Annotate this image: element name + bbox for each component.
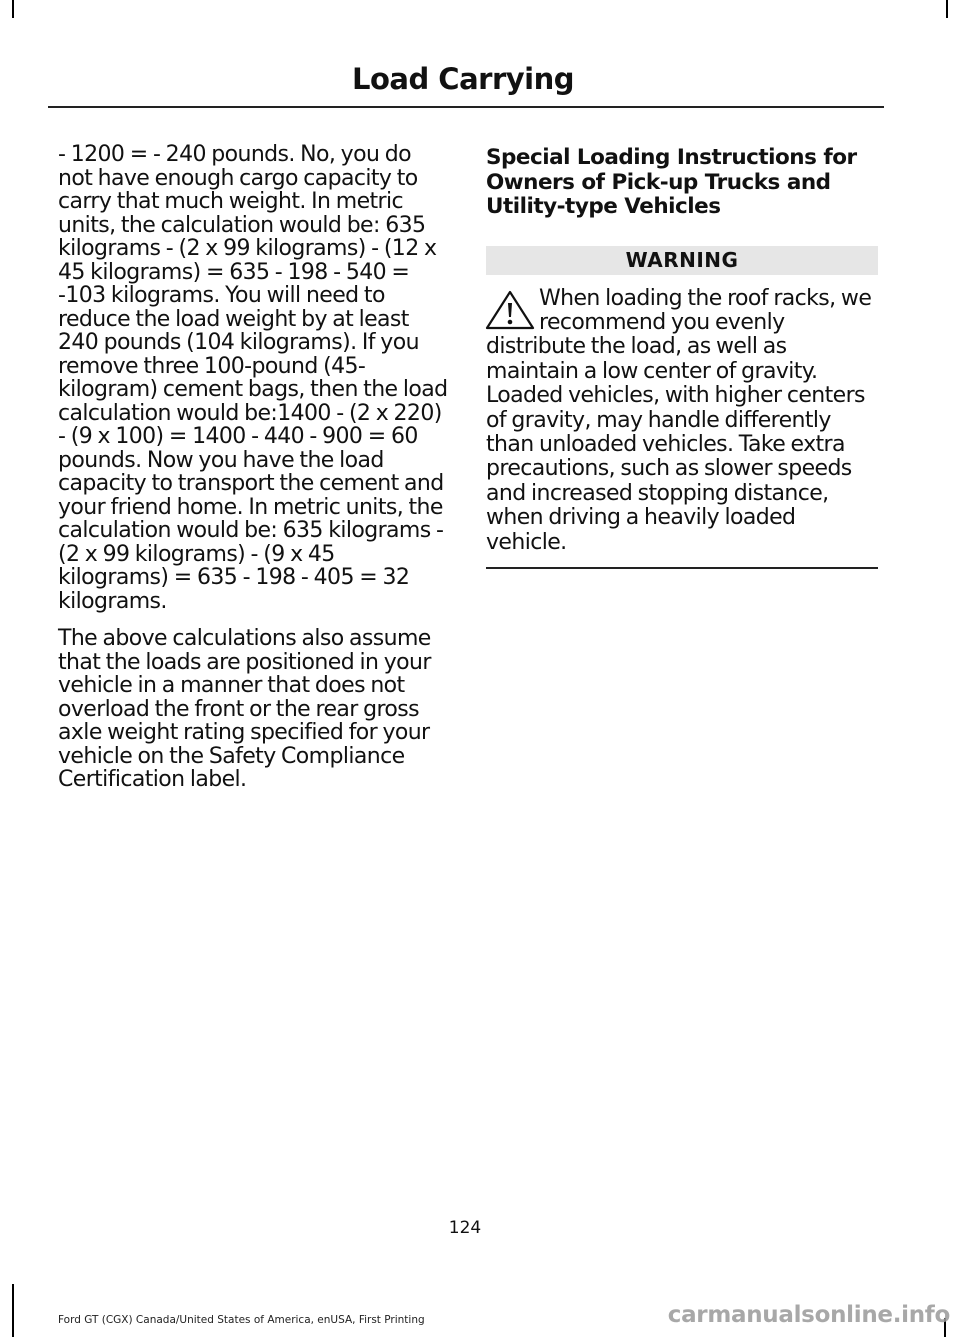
warning-triangle-icon [484, 289, 536, 331]
warning-box [486, 287, 878, 555]
warning-label: WARNING [486, 246, 878, 275]
crop-mark-top-right-vertical [946, 0, 948, 18]
left-column [58, 143, 450, 806]
header-divider [48, 106, 884, 108]
page-number: 124 [448, 1218, 482, 1238]
watermark: carmanualsonline.info [667, 1302, 950, 1328]
section-heading: Special Loading Instructions for Owners of Pick-up Trucks and Utility-type Vehicles [486, 145, 857, 219]
crop-mark-bottom-left-vertical [12, 1284, 14, 1337]
warning-divider [486, 567, 878, 569]
page-title: Load Carrying [351, 62, 574, 96]
warning-text: When loading the roof racks, we recommend you evenly distribute the load, as well as maintain a low center of gravity. Loaded vehicles, with higher centers of gravity, may handle differently than unloaded vehicles. Take extra precautions, such as slower speeds and increased stopping distance, when driving a heavily loaded vehicle. [486, 285, 872, 555]
crop-mark-top-left-vertical [12, 0, 14, 18]
edition-footer: Ford GT (CGX) Canada/United States of America, enUSA, First Printing [58, 1314, 425, 1326]
right-column [486, 146, 878, 569]
body-paragraph-calculation: - 1200 = - 240 pounds. No, you do not have enough cargo capacity to carry that much weight. In metric units, the calculation would be: 635 kilograms - (2 x 99 kilograms) - (12 x 45 kilograms) = 635 - 198 - 540 = -103 kilograms. You will need to reduce the load weight by at least 240 pounds (104 kilograms). If you remove three 100-pound (45-kilogram) cement bags, then the load calculation would be:1400 - (2 x 220) - (9 x 100) = 1400 - 440 - 900 = 60 pounds. Now you have the load capacity to transport the cement and your friend home. In metric units, the calculation would be: 635 kilograms - (2 x 99 kilograms) - (9 x 45 kilograms) = 635 - 198 - 405 = 32 kilograms. [58, 142, 448, 614]
body-paragraph-assumptions: The above calculations also assume that the loads are positioned in your vehicle in a manner that does not overload the front or the rear gross axle weight rating specified for your vehicle on the Safety Compliance Certification label. [58, 626, 431, 792]
